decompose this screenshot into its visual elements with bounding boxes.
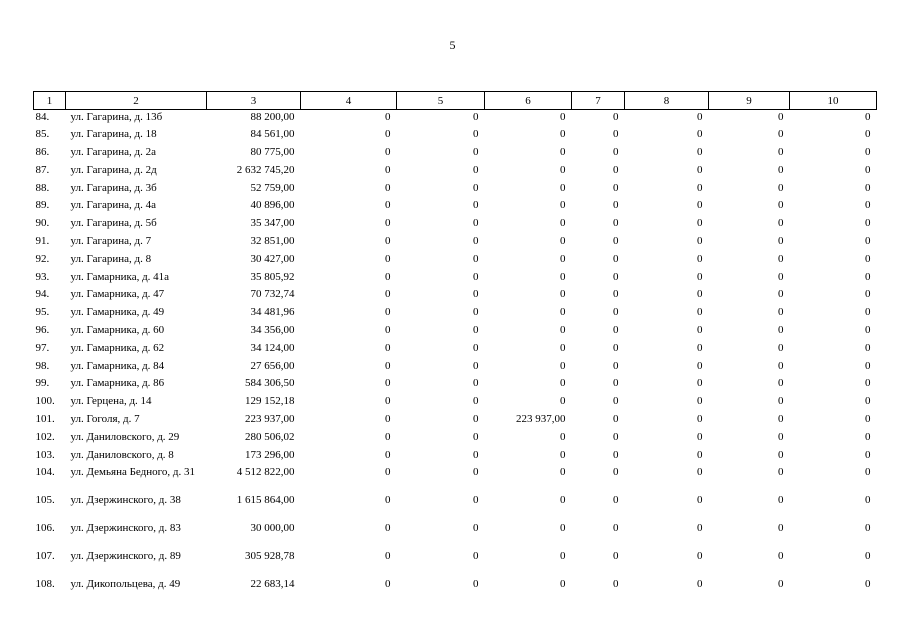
value-cell-col-4: 0: [385, 324, 391, 337]
value-cell-col-7: 0: [613, 181, 619, 194]
value-cell-col-5: 0: [473, 359, 479, 372]
row-number: 87.: [35, 163, 50, 176]
value-cell-col-3: 1 615 864,00: [236, 494, 295, 507]
value-cell-col-9: 0: [778, 359, 784, 372]
address-cell: ул. Гагарина, д. 2а: [70, 146, 157, 159]
address-cell: ул. Гамарника, д. 49: [70, 306, 165, 319]
row-number: 93.: [35, 270, 50, 283]
value-cell-col-9: 0: [778, 288, 784, 301]
address-cell: ул. Дикопольцева, д. 49: [70, 577, 181, 590]
value-cell-col-3: 34 356,00: [250, 324, 295, 337]
value-cell-col-3: 30 427,00: [250, 252, 295, 265]
value-cell-col-10: 0: [865, 430, 871, 443]
value-cell-col-6: 0: [560, 377, 566, 390]
address-cell: ул. Гамарника, д. 60: [70, 324, 165, 337]
value-cell-col-7: 0: [613, 395, 619, 408]
value-cell-col-7: 0: [613, 522, 619, 535]
row-number: 102.: [35, 430, 55, 443]
row-number: 107.: [35, 549, 55, 562]
value-cell-col-5: 0: [473, 199, 479, 212]
value-cell-col-6: 0: [560, 577, 566, 590]
value-cell-col-4: 0: [385, 181, 391, 194]
value-cell-col-10: 0: [865, 522, 871, 535]
table-row: [34, 127, 877, 145]
value-cell-col-10: 0: [865, 217, 871, 230]
address-cell: ул. Гагарина, д. 18: [70, 128, 157, 141]
value-cell-col-7: 0: [613, 163, 619, 176]
value-cell-col-7: 0: [613, 217, 619, 230]
value-cell-col-3: 280 506,02: [245, 430, 295, 443]
table-row: [34, 359, 877, 377]
header-cell-7: 7: [572, 92, 625, 110]
value-cell-col-6: 0: [560, 359, 566, 372]
value-cell-col-4: 0: [385, 377, 391, 390]
value-cell-col-4: 0: [385, 577, 391, 590]
value-cell-col-9: 0: [778, 522, 784, 535]
table-row: [34, 341, 877, 359]
value-cell-col-7: 0: [613, 377, 619, 390]
address-cell: ул. Гамарника, д. 62: [70, 341, 165, 354]
table-body: [34, 110, 877, 605]
value-cell-col-7: 0: [613, 413, 619, 426]
value-cell-col-3: 22 683,14: [250, 577, 295, 590]
row-number: 85.: [35, 128, 50, 141]
value-cell-col-4: 0: [385, 466, 391, 479]
row-number: 96.: [35, 324, 50, 337]
row-number: 90.: [35, 217, 50, 230]
address-cell: ул. Гоголя, д. 7: [70, 413, 140, 426]
value-cell-col-9: 0: [778, 217, 784, 230]
table-row: [34, 493, 877, 521]
value-cell-col-6: 0: [560, 430, 566, 443]
value-cell-col-8: 0: [697, 235, 703, 248]
value-cell-col-9: 0: [778, 413, 784, 426]
table-row: [34, 394, 877, 412]
value-cell-col-4: 0: [385, 235, 391, 248]
value-cell-col-10: 0: [865, 448, 871, 461]
value-cell-col-8: 0: [697, 111, 703, 123]
value-cell-col-7: 0: [613, 288, 619, 301]
value-cell-col-9: 0: [778, 448, 784, 461]
value-cell-col-10: 0: [865, 577, 871, 590]
table-row: [34, 412, 877, 430]
value-cell-col-5: 0: [473, 324, 479, 337]
value-cell-col-10: 0: [865, 494, 871, 507]
value-cell-col-3: 27 656,00: [250, 359, 295, 372]
value-cell-col-8: 0: [697, 341, 703, 354]
value-cell-col-8: 0: [697, 549, 703, 562]
value-cell-col-5: 0: [473, 395, 479, 408]
value-cell-col-8: 0: [697, 288, 703, 301]
value-cell-col-5: 0: [473, 549, 479, 562]
value-cell-col-5: 0: [473, 306, 479, 319]
value-cell-col-10: 0: [865, 324, 871, 337]
value-cell-col-6: 0: [560, 146, 566, 159]
value-cell-col-8: 0: [697, 217, 703, 230]
value-cell-col-5: 0: [473, 522, 479, 535]
row-number: 89.: [35, 199, 50, 212]
row-number: 100.: [35, 395, 55, 408]
value-cell-col-9: 0: [778, 111, 784, 123]
value-cell-col-3: 80 775,00: [250, 146, 295, 159]
value-cell-col-4: 0: [385, 306, 391, 319]
row-number: 94.: [35, 288, 50, 301]
value-cell-col-7: 0: [613, 430, 619, 443]
value-cell-col-8: 0: [697, 181, 703, 194]
value-cell-col-6: 0: [560, 324, 566, 337]
value-cell-col-4: 0: [385, 341, 391, 354]
table-row: [34, 577, 877, 605]
value-cell-col-8: 0: [697, 430, 703, 443]
row-number: 101.: [35, 413, 55, 426]
value-cell-col-9: 0: [778, 181, 784, 194]
value-cell-col-4: 0: [385, 199, 391, 212]
table-row: [34, 287, 877, 305]
value-cell-col-6: 0: [560, 128, 566, 141]
row-number: 105.: [35, 494, 55, 507]
value-cell-col-5: 0: [473, 430, 479, 443]
header-cell-10: 10: [790, 92, 877, 110]
row-number: 99.: [35, 377, 50, 390]
value-cell-col-9: 0: [778, 163, 784, 176]
value-cell-col-7: 0: [613, 270, 619, 283]
value-cell-col-3: 84 561,00: [250, 128, 295, 141]
value-cell-col-6: 0: [560, 217, 566, 230]
value-cell-col-7: 0: [613, 252, 619, 265]
value-cell-col-3: 2 632 745,20: [236, 163, 295, 176]
row-number: 106.: [35, 522, 55, 535]
value-cell-col-4: 0: [385, 413, 391, 426]
value-cell-col-10: 0: [865, 395, 871, 408]
value-cell-col-9: 0: [778, 128, 784, 141]
value-cell-col-8: 0: [697, 413, 703, 426]
value-cell-col-10: 0: [865, 359, 871, 372]
address-cell: ул. Гамарника, д. 41а: [70, 270, 170, 283]
value-cell-col-7: 0: [613, 128, 619, 141]
value-cell-col-9: 0: [778, 377, 784, 390]
value-cell-col-5: 0: [473, 377, 479, 390]
address-cell: ул. Герцена, д. 14: [70, 395, 152, 408]
value-cell-col-6: 0: [560, 466, 566, 479]
value-cell-col-10: 0: [865, 163, 871, 176]
address-cell: ул. Гамарника, д. 84: [70, 359, 165, 372]
value-cell-col-7: 0: [613, 448, 619, 461]
table-row: [34, 465, 877, 493]
value-cell-col-9: 0: [778, 430, 784, 443]
value-cell-col-6: 0: [560, 448, 566, 461]
value-cell-col-5: 0: [473, 181, 479, 194]
value-cell-col-5: 0: [473, 413, 479, 426]
header-cell-5: 5: [397, 92, 485, 110]
header-cell-4: 4: [301, 92, 397, 110]
value-cell-col-3: 70 732,74: [250, 288, 295, 301]
value-cell-col-6: 0: [560, 252, 566, 265]
table-row: [34, 448, 877, 466]
value-cell-col-7: 0: [613, 494, 619, 507]
table-row: [34, 234, 877, 252]
value-cell-col-8: 0: [697, 324, 703, 337]
table-row: [34, 305, 877, 323]
address-cell: ул. Гагарина, д. 13б: [70, 111, 163, 123]
value-cell-col-7: 0: [613, 111, 619, 123]
value-cell-col-5: 0: [473, 448, 479, 461]
value-cell-col-8: 0: [697, 128, 703, 141]
header-cell-3: 3: [207, 92, 301, 110]
value-cell-col-9: 0: [778, 466, 784, 479]
value-cell-col-5: 0: [473, 163, 479, 176]
row-number: 91.: [35, 235, 50, 248]
value-cell-col-4: 0: [385, 549, 391, 562]
value-cell-col-3: 35 347,00: [250, 217, 295, 230]
table-row: [34, 549, 877, 577]
header-cell-1: 1: [34, 92, 66, 110]
value-cell-col-8: 0: [697, 306, 703, 319]
value-cell-col-7: 0: [613, 577, 619, 590]
table-row: [34, 376, 877, 394]
header-cell-9: 9: [709, 92, 790, 110]
address-cell: ул. Демьяна Бедного, д. 31: [70, 466, 195, 479]
address-cell: ул. Дзержинского, д. 83: [70, 522, 181, 535]
value-cell-col-6: 0: [560, 395, 566, 408]
value-cell-col-4: 0: [385, 270, 391, 283]
value-cell-col-5: 0: [473, 270, 479, 283]
row-number: 95.: [35, 306, 50, 319]
address-cell: ул. Гагарина, д. 5б: [70, 217, 157, 230]
value-cell-col-8: 0: [697, 270, 703, 283]
table-header: [34, 92, 877, 110]
table-row: [34, 163, 877, 181]
value-cell-col-6: 0: [560, 111, 566, 123]
value-cell-col-3: 52 759,00: [250, 181, 295, 194]
value-cell-col-6: 0: [560, 522, 566, 535]
address-cell: ул. Гагарина, д. 4а: [70, 199, 157, 212]
row-number: 103.: [35, 448, 55, 461]
value-cell-col-4: 0: [385, 163, 391, 176]
value-cell-col-4: 0: [385, 448, 391, 461]
table-row: [34, 216, 877, 234]
value-cell-col-10: 0: [865, 306, 871, 319]
header-cell-8: 8: [625, 92, 709, 110]
value-cell-col-4: 0: [385, 288, 391, 301]
value-cell-col-9: 0: [778, 494, 784, 507]
row-number: 86.: [35, 146, 50, 159]
table-row: [34, 145, 877, 163]
address-cell: ул. Гагарина, д. 3б: [70, 181, 157, 194]
value-cell-col-8: 0: [697, 359, 703, 372]
value-cell-col-6: 0: [560, 163, 566, 176]
address-cell: ул. Гагарина, д. 8: [70, 252, 152, 265]
value-cell-col-3: 32 851,00: [250, 235, 295, 248]
value-cell-col-4: 0: [385, 359, 391, 372]
row-number: 104.: [35, 466, 55, 479]
address-cell: ул. Дзержинского, д. 38: [70, 494, 181, 507]
value-cell-col-8: 0: [697, 163, 703, 176]
address-cell: ул. Гамарника, д. 47: [70, 288, 165, 301]
row-number: 108.: [35, 577, 55, 590]
value-cell-col-10: 0: [865, 128, 871, 141]
value-cell-col-3: 4 512 822,00: [236, 466, 295, 479]
table-row: [34, 323, 877, 341]
value-cell-col-6: 0: [560, 494, 566, 507]
address-cell: ул. Даниловского, д. 29: [70, 430, 180, 443]
table-row: [34, 521, 877, 549]
row-number: 97.: [35, 341, 50, 354]
value-cell-col-10: 0: [865, 235, 871, 248]
value-cell-col-8: 0: [697, 494, 703, 507]
row-number: 84.: [35, 111, 50, 123]
header-cell-6: 6: [485, 92, 572, 110]
value-cell-col-6: 0: [560, 235, 566, 248]
header-row: [34, 92, 877, 110]
value-cell-col-5: 0: [473, 235, 479, 248]
value-cell-col-9: 0: [778, 306, 784, 319]
value-cell-col-8: 0: [697, 466, 703, 479]
table-row: [34, 198, 877, 216]
value-cell-col-5: 0: [473, 341, 479, 354]
value-cell-col-4: 0: [385, 395, 391, 408]
table-row: [34, 270, 877, 288]
value-cell-col-9: 0: [778, 146, 784, 159]
value-cell-col-4: 0: [385, 522, 391, 535]
value-cell-col-10: 0: [865, 549, 871, 562]
value-cell-col-9: 0: [778, 341, 784, 354]
value-cell-col-9: 0: [778, 252, 784, 265]
value-cell-col-7: 0: [613, 146, 619, 159]
value-cell-col-4: 0: [385, 128, 391, 141]
address-cell: ул. Гагарина, д. 2д: [70, 163, 157, 176]
value-cell-col-10: 0: [865, 146, 871, 159]
table-row: [34, 252, 877, 270]
value-cell-col-6: 0: [560, 288, 566, 301]
value-cell-col-8: 0: [697, 522, 703, 535]
value-cell-col-10: 0: [865, 341, 871, 354]
value-cell-col-6: 0: [560, 341, 566, 354]
value-cell-col-5: 0: [473, 577, 479, 590]
value-cell-col-8: 0: [697, 377, 703, 390]
value-cell-col-3: 584 306,50: [245, 377, 295, 390]
value-cell-col-9: 0: [778, 235, 784, 248]
value-cell-col-5: 0: [473, 146, 479, 159]
value-cell-col-9: 0: [778, 577, 784, 590]
value-cell-col-3: 305 928,78: [245, 549, 295, 562]
value-cell-col-7: 0: [613, 341, 619, 354]
value-cell-col-3: 30 000,00: [250, 522, 295, 535]
value-cell-col-9: 0: [778, 270, 784, 283]
value-cell-col-9: 0: [778, 324, 784, 337]
value-cell-col-6: 0: [560, 270, 566, 283]
value-cell-col-10: 0: [865, 288, 871, 301]
value-cell-col-3: 129 152,18: [245, 395, 295, 408]
value-cell-col-5: 0: [473, 111, 479, 123]
address-cell: ул. Даниловского, д. 8: [70, 448, 174, 461]
value-cell-col-3: 173 296,00: [245, 448, 295, 461]
value-cell-col-5: 0: [473, 252, 479, 265]
value-cell-col-7: 0: [613, 235, 619, 248]
value-cell-col-5: 0: [473, 128, 479, 141]
value-cell-col-3: 35 805,92: [250, 270, 295, 283]
value-cell-col-4: 0: [385, 111, 391, 123]
value-cell-col-5: 0: [473, 494, 479, 507]
page-number: 5: [449, 38, 456, 52]
value-cell-col-7: 0: [613, 549, 619, 562]
row-number: 88.: [35, 181, 50, 194]
value-cell-col-8: 0: [697, 448, 703, 461]
value-cell-col-8: 0: [697, 577, 703, 590]
address-cell: ул. Дзержинского, д. 89: [70, 549, 181, 562]
value-cell-col-10: 0: [865, 466, 871, 479]
value-cell-col-7: 0: [613, 466, 619, 479]
value-cell-col-7: 0: [613, 359, 619, 372]
table-row: [34, 181, 877, 199]
address-cell: ул. Гагарина, д. 7: [70, 235, 152, 248]
value-cell-col-4: 0: [385, 494, 391, 507]
table-row: [34, 110, 877, 128]
value-cell-col-3: 88 200,00: [250, 111, 295, 123]
value-cell-col-3: 40 896,00: [250, 199, 295, 212]
value-cell-col-7: 0: [613, 324, 619, 337]
value-cell-col-6: 0: [560, 306, 566, 319]
value-cell-col-8: 0: [697, 395, 703, 408]
value-cell-col-7: 0: [613, 199, 619, 212]
value-cell-col-10: 0: [865, 270, 871, 283]
value-cell-col-9: 0: [778, 199, 784, 212]
value-cell-col-10: 0: [865, 181, 871, 194]
value-cell-col-6: 223 937,00: [516, 413, 566, 426]
value-cell-col-9: 0: [778, 395, 784, 408]
value-cell-col-6: 0: [560, 181, 566, 194]
value-cell-col-10: 0: [865, 377, 871, 390]
row-number: 92.: [35, 252, 50, 265]
address-cell: ул. Гамарника, д. 86: [70, 377, 165, 390]
value-cell-col-8: 0: [697, 252, 703, 265]
value-cell-col-5: 0: [473, 288, 479, 301]
value-cell-col-10: 0: [865, 413, 871, 426]
value-cell-col-6: 0: [560, 549, 566, 562]
value-cell-col-10: 0: [865, 199, 871, 212]
value-cell-col-5: 0: [473, 217, 479, 230]
value-cell-col-8: 0: [697, 146, 703, 159]
value-cell-col-4: 0: [385, 217, 391, 230]
data-table: [33, 91, 877, 604]
header-cell-2: 2: [66, 92, 207, 110]
value-cell-col-3: 34 481,96: [250, 306, 295, 319]
value-cell-col-4: 0: [385, 146, 391, 159]
value-cell-col-4: 0: [385, 252, 391, 265]
value-cell-col-10: 0: [865, 111, 871, 123]
value-cell-col-7: 0: [613, 306, 619, 319]
value-cell-col-8: 0: [697, 199, 703, 212]
value-cell-col-3: 34 124,00: [250, 341, 295, 354]
table-row: [34, 430, 877, 448]
value-cell-col-10: 0: [865, 252, 871, 265]
value-cell-col-6: 0: [560, 199, 566, 212]
value-cell-col-4: 0: [385, 430, 391, 443]
value-cell-col-3: 223 937,00: [245, 413, 295, 426]
row-number: 98.: [35, 359, 50, 372]
value-cell-col-5: 0: [473, 466, 479, 479]
value-cell-col-9: 0: [778, 549, 784, 562]
